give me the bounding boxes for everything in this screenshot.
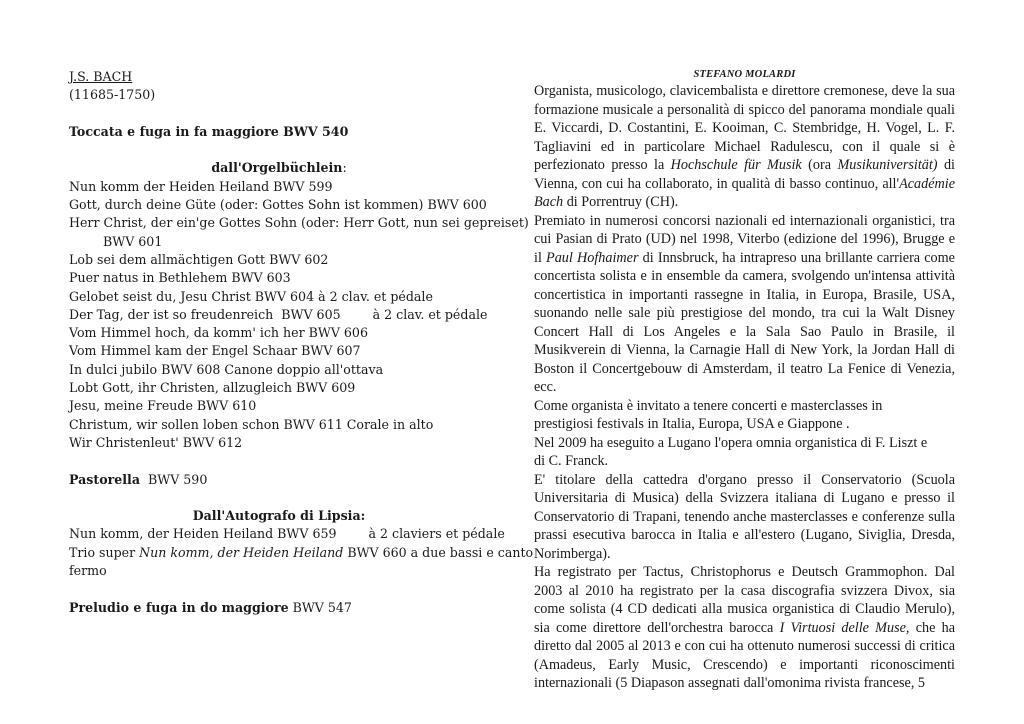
performer-name: STEFANO MOLARDI: [693, 69, 796, 80]
bio-paragraph: Ha registrato per Tactus, Christophorus e Deutsch Grammophon. Dal 2003 al 2010 ha registrato per la casa discografia svizzera Divox, sia come solista (4 CD dedicati alla musica organistica di Claudio Merulo), sia come direttore dell'orchestra barocca I Virtuosi delle Muse, che ha diretto dal 2005 al 2013 e con cui ha ottenuto numerosi successi di critica (Amadeus, Early Music, Crescendo) e importanti riconoscimenti internazionali (5 Diapason assegnati dall'omonima rivista francese, 5: [534, 564, 955, 691]
program-item: BWV 601: [103, 233, 163, 249]
composer-dates: (11685-1750): [69, 87, 156, 103]
program-item: Vom Himmel kam der Engel Schaar BWV 607: [69, 343, 361, 359]
program-item: Lob sei dem allmächtigen Gott BWV 602: [69, 251, 329, 267]
program-item: Wir Christenleut' BWV 612: [69, 434, 243, 450]
program-column: [69, 68, 534, 617]
program-item: Vom Himmel hoch, da komm' ich her BWV 606: [69, 325, 368, 341]
bio-paragraph: Premiato in numerosi concorsi nazionali ed internazionali organistici, tra cui Pasian di Prato (UD) nel 1998, Viterbo (edizione del 1996), Brugge e il Paul Hofhaimer di Innsbruck, ha intrapreso una brillante carriera come concertista solista e in ensemble da camera, svolgendo un'intensa attività concertistica in importanti rassegne in Italia, in Europa, Brasile, USA, suonando nelle sale più prestigiose del mondo, tra cui la Walt Disney Concert Hall di Los Angeles e la Sala Sao Paulo in Brasile, il Musikverein di Vienna, la Carnagie Hall di New York, la Jordan Hall di Boston il Concertgebouw di Amsterdam, il teatro La Fenice di Venezia, ecc.: [534, 212, 955, 395]
program-item: Puer natus in Bethlehem BWV 603: [69, 270, 291, 286]
composer-name: J.S. BACH: [69, 69, 133, 84]
program-item: Jesu, meine Freude BWV 610: [69, 398, 257, 414]
orgelbuchlein-heading: dall'Orgelbüchlein:: [211, 160, 347, 176]
program-item: Nun komm der Heiden Heiland BWV 599: [69, 178, 333, 194]
pastorella-item: Pastorella BWV 590: [69, 471, 208, 487]
biography-column: [534, 68, 955, 693]
bio-paragraph: Come organista è invitato a tenere concerti e masterclasses in prestigiosi festivals in Italia, Europa, USA e Giappone .: [534, 397, 883, 432]
bio-paragraph: E' titolare della cattedra d'organo presso il Conservatorio (Scuola Universitaria di Musica) della Svizzera italiana di Lugano e presso il Conservatorio di Trapani, tenendo anche masterclasses e conferenze sulla prassi esecutiva barocca in Italia e all'estero (Lugano, Siviglia, Dresda, Norimberga).: [534, 471, 955, 562]
bio-paragraph: Nel 2009 ha eseguito a Lugano l'opera omnia organistica di F. Liszt e di C. Franck.: [534, 434, 928, 469]
program-item: Gelobet seist du, Jesu Christ BWV 604 à 2 clav. et pédale: [69, 288, 433, 304]
program-item: Der Tag, der ist so freudenreich BWV 605 à 2 clav. et pédale: [69, 306, 488, 322]
program-item: fermo: [69, 563, 107, 579]
preludio-item: Preludio e fuga in do maggiore BWV 547: [69, 599, 352, 615]
toccata-title: Toccata e fuga in fa maggiore BWV 540: [69, 123, 349, 139]
program-item: Herr Christ, der ein'ge Gottes Sohn (oder: Herr Gott, nun sei gepreiset): [69, 215, 529, 231]
program-item: Gott, durch deine Güte (oder: Gottes Sohn ist kommen) BWV 600: [69, 197, 487, 213]
autografo-heading: Dall'Autografo di Lipsia:: [192, 508, 366, 524]
program-item: Christum, wir sollen loben schon BWV 611 Corale in alto: [69, 416, 434, 432]
bio-paragraph: Organista, musicologo, clavicembalista e direttore cremonese, deve la sua formazione musicale a personalità di spicco del panorama mondiale quali E. Viccardi, D. Costantini, E. Kooiman, C. Stembridge, H. Vogel, L. F. Tagliavini ed in particolare Michael Radulescu, con il quale si è perfezionato presso la Hochschule für Musik (ora Musikuniversität) di Vienna, con cui ha collaborato, in qualità di basso continuo, all'Académie Bach di Porrentruy (CH).: [534, 83, 955, 210]
program-item: Trio super Nun komm, der Heiden Heiland BWV 660 a due bassi e canto: [69, 544, 534, 560]
program-item: Nun komm, der Heiden Heiland BWV 659 à 2 claviers et pédale: [69, 526, 505, 542]
program-item: Lobt Gott, ihr Christen, allzugleich BWV 609: [69, 380, 356, 396]
program-item: In dulci jubilo BWV 608 Canone doppio all'ottava: [69, 361, 384, 377]
